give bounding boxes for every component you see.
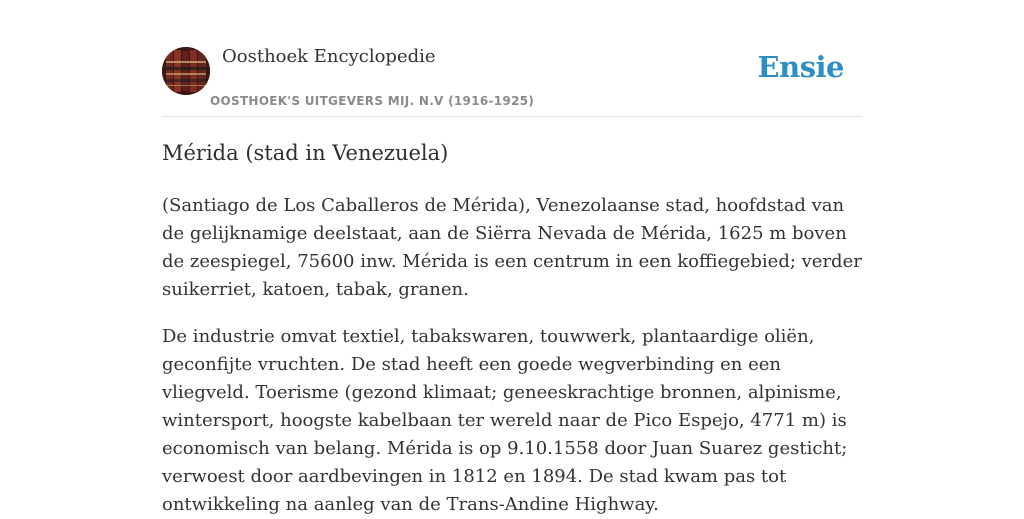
book-spines-icon[interactable] [162,47,210,95]
source-name[interactable]: Oosthoek Encyclopedie [222,46,436,67]
header [162,0,862,117]
page [162,0,862,515]
article-paragraph: (Santiago de Los Caballeros de Mérida), Venezolaanse stad, hoofdstad van de gelijknamige deelstaat, aan de Siërra Nevada de Mérida, 1625 m boven de zeespiegel, 75600 inw. Mérida is een centrum in een koffiegebied; verder suikerriet, katoen, tabak, granen. [162,195,862,300]
publisher-label: OOSTHOEK'S UITGEVERS MIJ. N.V (1916-1925) [210,94,535,108]
article-paragraph: De industrie omvat textiel, tabakswaren, touwwerk, plantaardige oliën, geconfijte vruchten. De stad heeft een goede wegverbinding en een vliegveld. Toerisme (gezond klimaat; geneeskrachtige bronnen, alpinisme, wintersport, hoogste kabelbaan ter wereld naar de Pico Espejo, 4771 m) is economisch van belang. Mérida is op 9.10.1558 door Juan Suarez gesticht; verwoest door aardbevingen in 1812 en 1894. De stad kwam pas tot ontwikkeling na aanleg van de Trans-Andine Highway. [162,326,848,515]
brand-logo[interactable]: Ensie [757,50,844,84]
article-title: Mérida (stad in Venezuela) [162,141,449,165]
